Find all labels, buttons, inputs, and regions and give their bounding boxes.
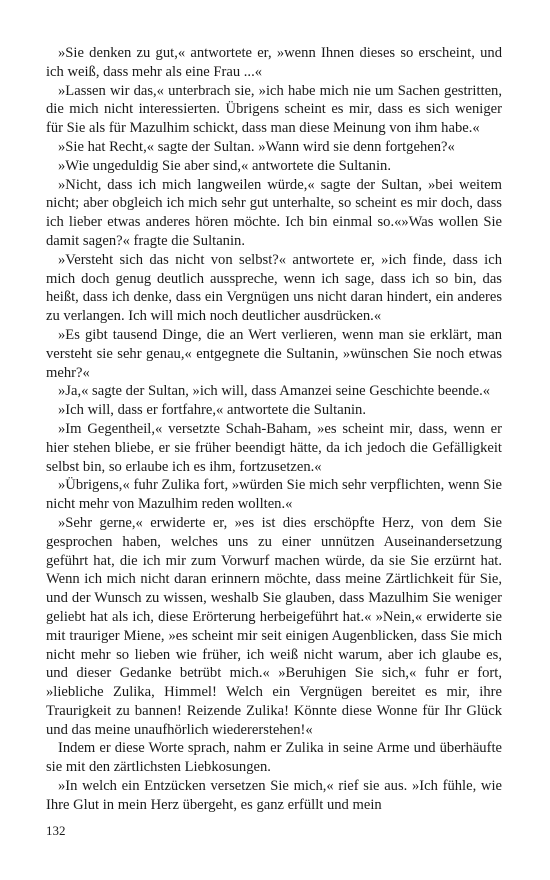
paragraph: »Nicht, dass ich mich langweilen würde,« sagte der Sultan, »bei weitem nicht; aber obgleich ich mich sehr gut unterhalte, so scheint es mir doch, dass ich lieber etwas anderes hören möchte. Ich bin einmal so.«»Was wollen Sie damit sagen?« fragte die Sultanin. [46, 176, 502, 249]
paragraph: Indem er diese Worte sprach, nahm er Zulika in seine Arme und überhäufte sie mit den zärtlichsten Liebkosungen. [46, 740, 502, 776]
page-number: 132 [46, 823, 66, 838]
paragraph: »Ich will, dass er fortfahre,« antwortete die Sultanin. [58, 402, 366, 419]
paragraph: »In welch ein Entzücken versetzen Sie mich,« rief sie aus. »Ich fühle, wie Ihre Glut in mein Herz übergeht, es ganz erfüllt und mein [46, 778, 502, 813]
paragraph: »Sehr gerne,« erwiderte er, »es ist dies erschöpfte Herz, von dem Sie gesprochen haben, welches uns zu einer unnützen Auseinandersetzung geführt hat, die ich mir zum Vorwurf machen würde, da sie Sie erzürnt hat. Wenn ich mich nicht daran erinnern möchte, dass meine Zärtlichkeit für Sie, und der Wunsch zu wissen, weshalb Sie glauben, dass Mazulhim Sie weniger geliebt hat als ich, diese Erörterung herbeigeführt hat.« »Nein,« erwiderte sie mit trauriger Miene, »es scheint mir seit einigen Augenblicken, dass Sie mich nicht mehr so lieben wie früher, ich weiß nicht warum, aber ich glaube es, und dieser Gedanke betrübt mich.« »Beruhigen Sie sich,« fuhr er fort, »liebliche Zulika, Himmel! Welch ein Vergnügen bereitet es mir, ihre Traurigkeit zu bannen! Reizende Zulika! Könnte diese Wonne für Ihr Glück und das meine unaufhörlich wiedererstehen!« [46, 514, 502, 738]
paragraph: »Wie ungeduldig Sie aber sind,« antwortete die Sultanin. [58, 157, 391, 174]
body-text [46, 44, 502, 815]
paragraph: »Übrigens,« fuhr Zulika fort, »würden Sie mich sehr verpflichten, wenn Sie nicht mehr von Mazulhim reden wollten.« [46, 477, 502, 513]
paragraph: »Sie denken zu gut,« antwortete er, »wenn Ihnen dieses so erscheint, und ich weiß, dass mehr als eine Frau ...« [46, 45, 502, 80]
paragraph: »Sie hat Recht,« sagte der Sultan. »Wann wird sie denn fortgehen?« [58, 138, 455, 155]
paragraph: »Versteht sich das nicht von selbst?« antwortete er, »ich finde, dass ich mich doch genug deutlich ausspreche, wenn ich sage, dass ich so bin, das heißt, dass ich denke, dass ein Vergnügen uns nicht daran hindert, ein anderes zu verlangen. Ich will mich noch deutlicher ausdrücken.« [46, 251, 502, 325]
paragraph: »Lassen wir das,« unterbrach sie, »ich habe mich nie um Sachen gestritten, die mich nicht interessierten. Übrigens scheint es mir, dass es sich weniger für Sie als für Mazulhim schickt, dass man diese Meinung von ihm habe.« [46, 82, 502, 137]
paragraph: »Ja,« sagte der Sultan, »ich will, dass Amanzei seine Geschichte beende.« [58, 383, 491, 400]
paragraph: »Es gibt tausend Dinge, die an Wert verlieren, wenn man sie erklärt, man versteht sie sehr genau,« entgegnete die Sultanin, »wünschen Sie noch etwas mehr?« [46, 326, 502, 381]
paragraph: »Im Gegentheil,« versetzte Schah-Baham, »es scheint mir, dass, wenn er hier stehen bliebe, er sie früher beendigt hätte, da ich jedoch die Gefälligkeit selbst bin, so erlaube ich es ihm, fortzusetzen.« [46, 420, 502, 475]
